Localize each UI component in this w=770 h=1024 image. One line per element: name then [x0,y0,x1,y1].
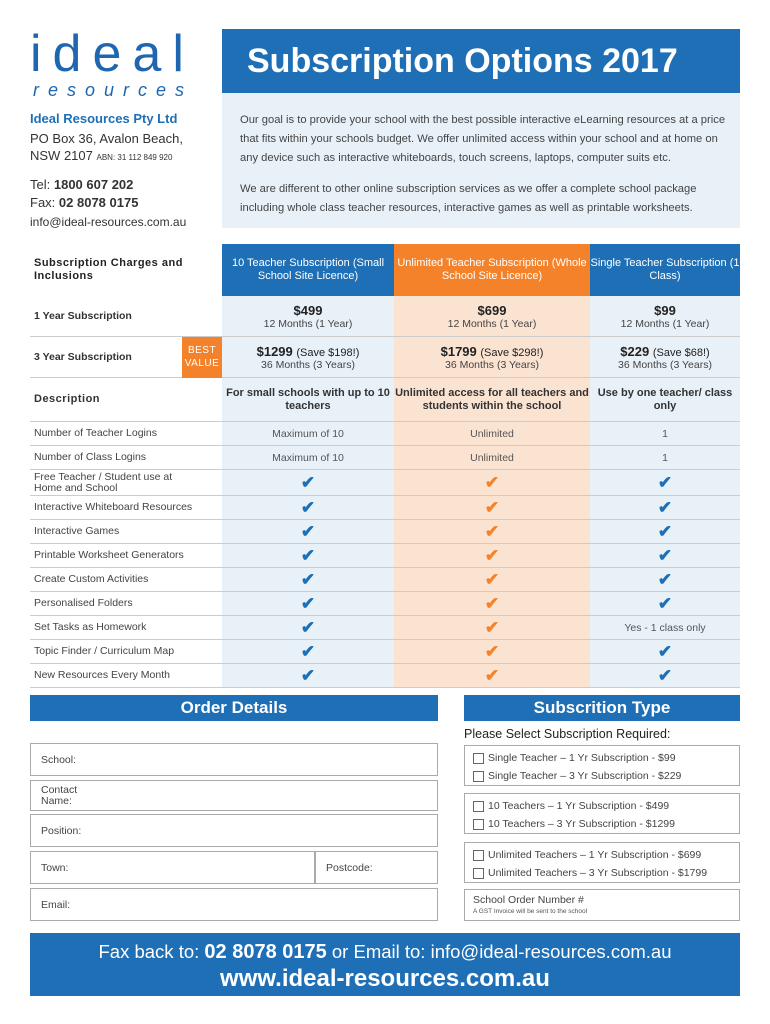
check-icon: ✔ [484,472,500,492]
check-icon: ✔ [300,521,316,541]
checkbox[interactable] [473,868,484,879]
fax-label: Fax: [30,195,56,210]
company-address2: NSW 2107 [30,148,93,163]
intro-paragraph-2: We are different to other online subscription services as we offer a complete school package including whole class teacher resources, interactive games as well as printable worksheets. [240,183,697,214]
option-group-single [464,745,740,786]
contact-name-label: Contact Name: [41,783,78,807]
postcode-field[interactable]: Postcode: [315,851,438,884]
feature-label: New Resources Every Month [34,669,170,681]
logo-ideal: ideal [30,25,195,83]
checkbox[interactable] [473,819,484,830]
email-field[interactable]: Email: [30,888,438,921]
description-single: Use by one teacher/ class only [590,378,740,421]
subscription-required-label: Please Select Subscription Required: [464,727,671,741]
best-value-badge: BEST VALUE [182,337,222,378]
feature-label: Free Teacher / Student use at Home and School [34,470,173,494]
header-10-teacher: 10 Teacher Subscription (Small School Site Licence) [222,244,394,296]
check-icon: ✔ [484,593,500,613]
description-row [30,378,740,422]
checkbox[interactable] [473,771,484,782]
checkbox[interactable] [473,850,484,861]
table-row [30,592,740,616]
check-icon: ✔ [300,545,316,565]
header-label: Subscription Charges and Inclusions [34,257,183,282]
check-icon: ✔ [657,641,673,661]
option-group-unlimited [464,842,740,883]
feature-label: Create Custom Activities [34,573,149,585]
save-single-3yr: (Save $68!) [652,346,710,359]
table-row [30,664,740,688]
price-unl-3yr: $1799 [440,343,477,359]
term-10-3yr: 36 Months (3 Years) [261,358,355,371]
email-prefix: or Email to: [331,941,426,962]
contact-name-field[interactable] [30,780,438,811]
check-icon: ✔ [657,545,673,565]
year1-row [30,296,740,337]
check-icon: ✔ [657,472,673,492]
footer [30,933,740,996]
check-icon: ✔ [657,569,673,589]
town-field[interactable]: Town: [30,851,315,884]
term-10-1yr: 12 Months (1 Year) [263,317,353,330]
check-icon: ✔ [300,665,316,685]
tel-label: Tel: [30,177,51,192]
table-cell: 1 [662,427,668,440]
checkbox[interactable] [473,801,484,812]
check-icon: ✔ [484,545,500,565]
price-single-3yr: $229 [620,343,650,359]
table-row [30,616,740,640]
company-email[interactable]: info@ideal-resources.com.au [30,215,187,229]
price-unl-1yr: $699 [477,302,507,318]
term-unl-1yr: 12 Months (1 Year) [447,317,537,330]
gst-note: A GST Invoice will be sent to the school [473,908,588,915]
intro-paragraph-1: Our goal is to provide your school with the best possible interactive eLearning resources at a price that fits within your schools budget. We offer unlimited access within your school and at home on any device such as interactive whiteboards, touch screens, laptops, computer suits etc. [240,114,726,164]
school-order-number-field[interactable] [464,889,740,921]
check-icon: ✔ [484,665,500,685]
intro-box [222,93,740,228]
check-icon: ✔ [300,593,316,613]
feature-label: Topic Finder / Curriculum Map [34,645,175,657]
check-icon: ✔ [300,472,316,492]
check-icon: ✔ [300,617,316,637]
footer-website[interactable]: www.ideal-resources.com.au [220,965,550,992]
school-field[interactable]: School: [30,743,438,776]
table-row [30,544,740,568]
order-number-label: School Order Number # [473,894,584,906]
check-icon: ✔ [300,641,316,661]
feature-label: Interactive Whiteboard Resources [34,501,193,513]
order-details-title: Order Details [30,695,438,721]
save-unl-3yr: (Save $298!) [480,346,544,359]
description-label: Description [34,393,101,405]
table-row [30,422,740,446]
company-info [30,111,210,229]
option-group-10 [464,793,740,834]
header-single: Single Teacher Subscription (1 Class) [590,244,740,296]
company-name: Ideal Resources Pty Ltd [30,111,178,126]
table-row [30,568,740,592]
check-icon: ✔ [484,617,500,637]
option-unl-1yr[interactable]: Unlimited Teachers – 1 Yr Subscription - $699 [473,846,739,864]
logo-resources: resources [33,80,194,100]
table-row [30,470,740,496]
feature-label: Number of Class Logins [34,451,147,463]
year3-row [30,337,740,378]
price-10-3yr: $1299 [256,343,293,359]
footer-fax: 02 8078 0175 [204,941,327,963]
footer-email[interactable]: info@ideal-resources.com.au [430,941,672,962]
fax-number: 02 8078 0175 [58,195,139,210]
check-icon: ✔ [484,641,500,661]
page-title: Subscription Options 2017 [222,29,740,93]
term-single-1yr: 12 Months (1 Year) [620,317,710,330]
check-icon: ✔ [300,497,316,517]
save-10-3yr: (Save $198!) [296,346,360,359]
year1-label: 1 Year Subscription [34,310,132,322]
company-abn: ABN: 31 112 849 920 [96,153,173,162]
table-cell: Maximum of 10 [272,427,344,440]
subscription-table [30,244,740,688]
table-row [30,520,740,544]
table-cell: Unlimited [470,451,514,464]
fax-prefix: Fax back to: [98,941,200,962]
table-row [30,446,740,470]
subscription-type-title: Subscrition Type [464,695,740,721]
table-cell: Yes - 1 class only [624,621,706,634]
feature-rows [30,422,740,688]
feature-label: Personalised Folders [34,597,133,609]
year3-label: 3 Year Subscription [34,351,132,363]
company-address1: PO Box 36, Avalon Beach, [30,131,183,146]
check-icon: ✔ [300,569,316,589]
header-unlimited: Unlimited Teacher Subscription (Whole School Site Licence) [394,244,590,296]
option-unl-3yr[interactable]: Unlimited Teachers – 3 Yr Subscription - $1799 [473,864,739,882]
option-single-1yr[interactable]: Single Teacher – 1 Yr Subscription - $99 [473,749,739,767]
check-icon: ✔ [484,497,500,517]
table-cell: Unlimited [470,427,514,440]
logo [30,25,210,100]
check-icon: ✔ [657,593,673,613]
check-icon: ✔ [657,521,673,541]
position-field[interactable]: Position: [30,814,438,847]
price-single-1yr: $99 [654,302,676,318]
table-header-row [30,244,740,296]
check-icon: ✔ [484,569,500,589]
option-single-3yr[interactable]: Single Teacher – 3 Yr Subscription - $229 [473,767,739,785]
check-icon: ✔ [657,497,673,517]
table-cell: Maximum of 10 [272,451,344,464]
table-row [30,640,740,664]
check-icon: ✔ [484,521,500,541]
price-10-1yr: $499 [293,302,323,318]
feature-label: Interactive Games [34,525,120,537]
table-cell: 1 [662,451,668,464]
checkbox[interactable] [473,753,484,764]
option-10-1yr[interactable]: 10 Teachers – 1 Yr Subscription - $499 [473,797,739,815]
term-unl-3yr: 36 Months (3 Years) [445,358,539,371]
description-10: For small schools with up to 10 teachers [222,378,394,421]
description-unlimited: Unlimited access for all teachers and students within the school [394,378,590,421]
term-single-3yr: 36 Months (3 Years) [618,358,712,371]
check-icon: ✔ [657,665,673,685]
feature-label: Printable Worksheet Generators [34,549,184,561]
tel-number: 1800 607 202 [53,177,134,192]
feature-label: Set Tasks as Homework [34,621,147,633]
table-row [30,496,740,520]
feature-label: Number of Teacher Logins [34,427,157,439]
option-10-3yr[interactable]: 10 Teachers – 3 Yr Subscription - $1299 [473,815,739,833]
